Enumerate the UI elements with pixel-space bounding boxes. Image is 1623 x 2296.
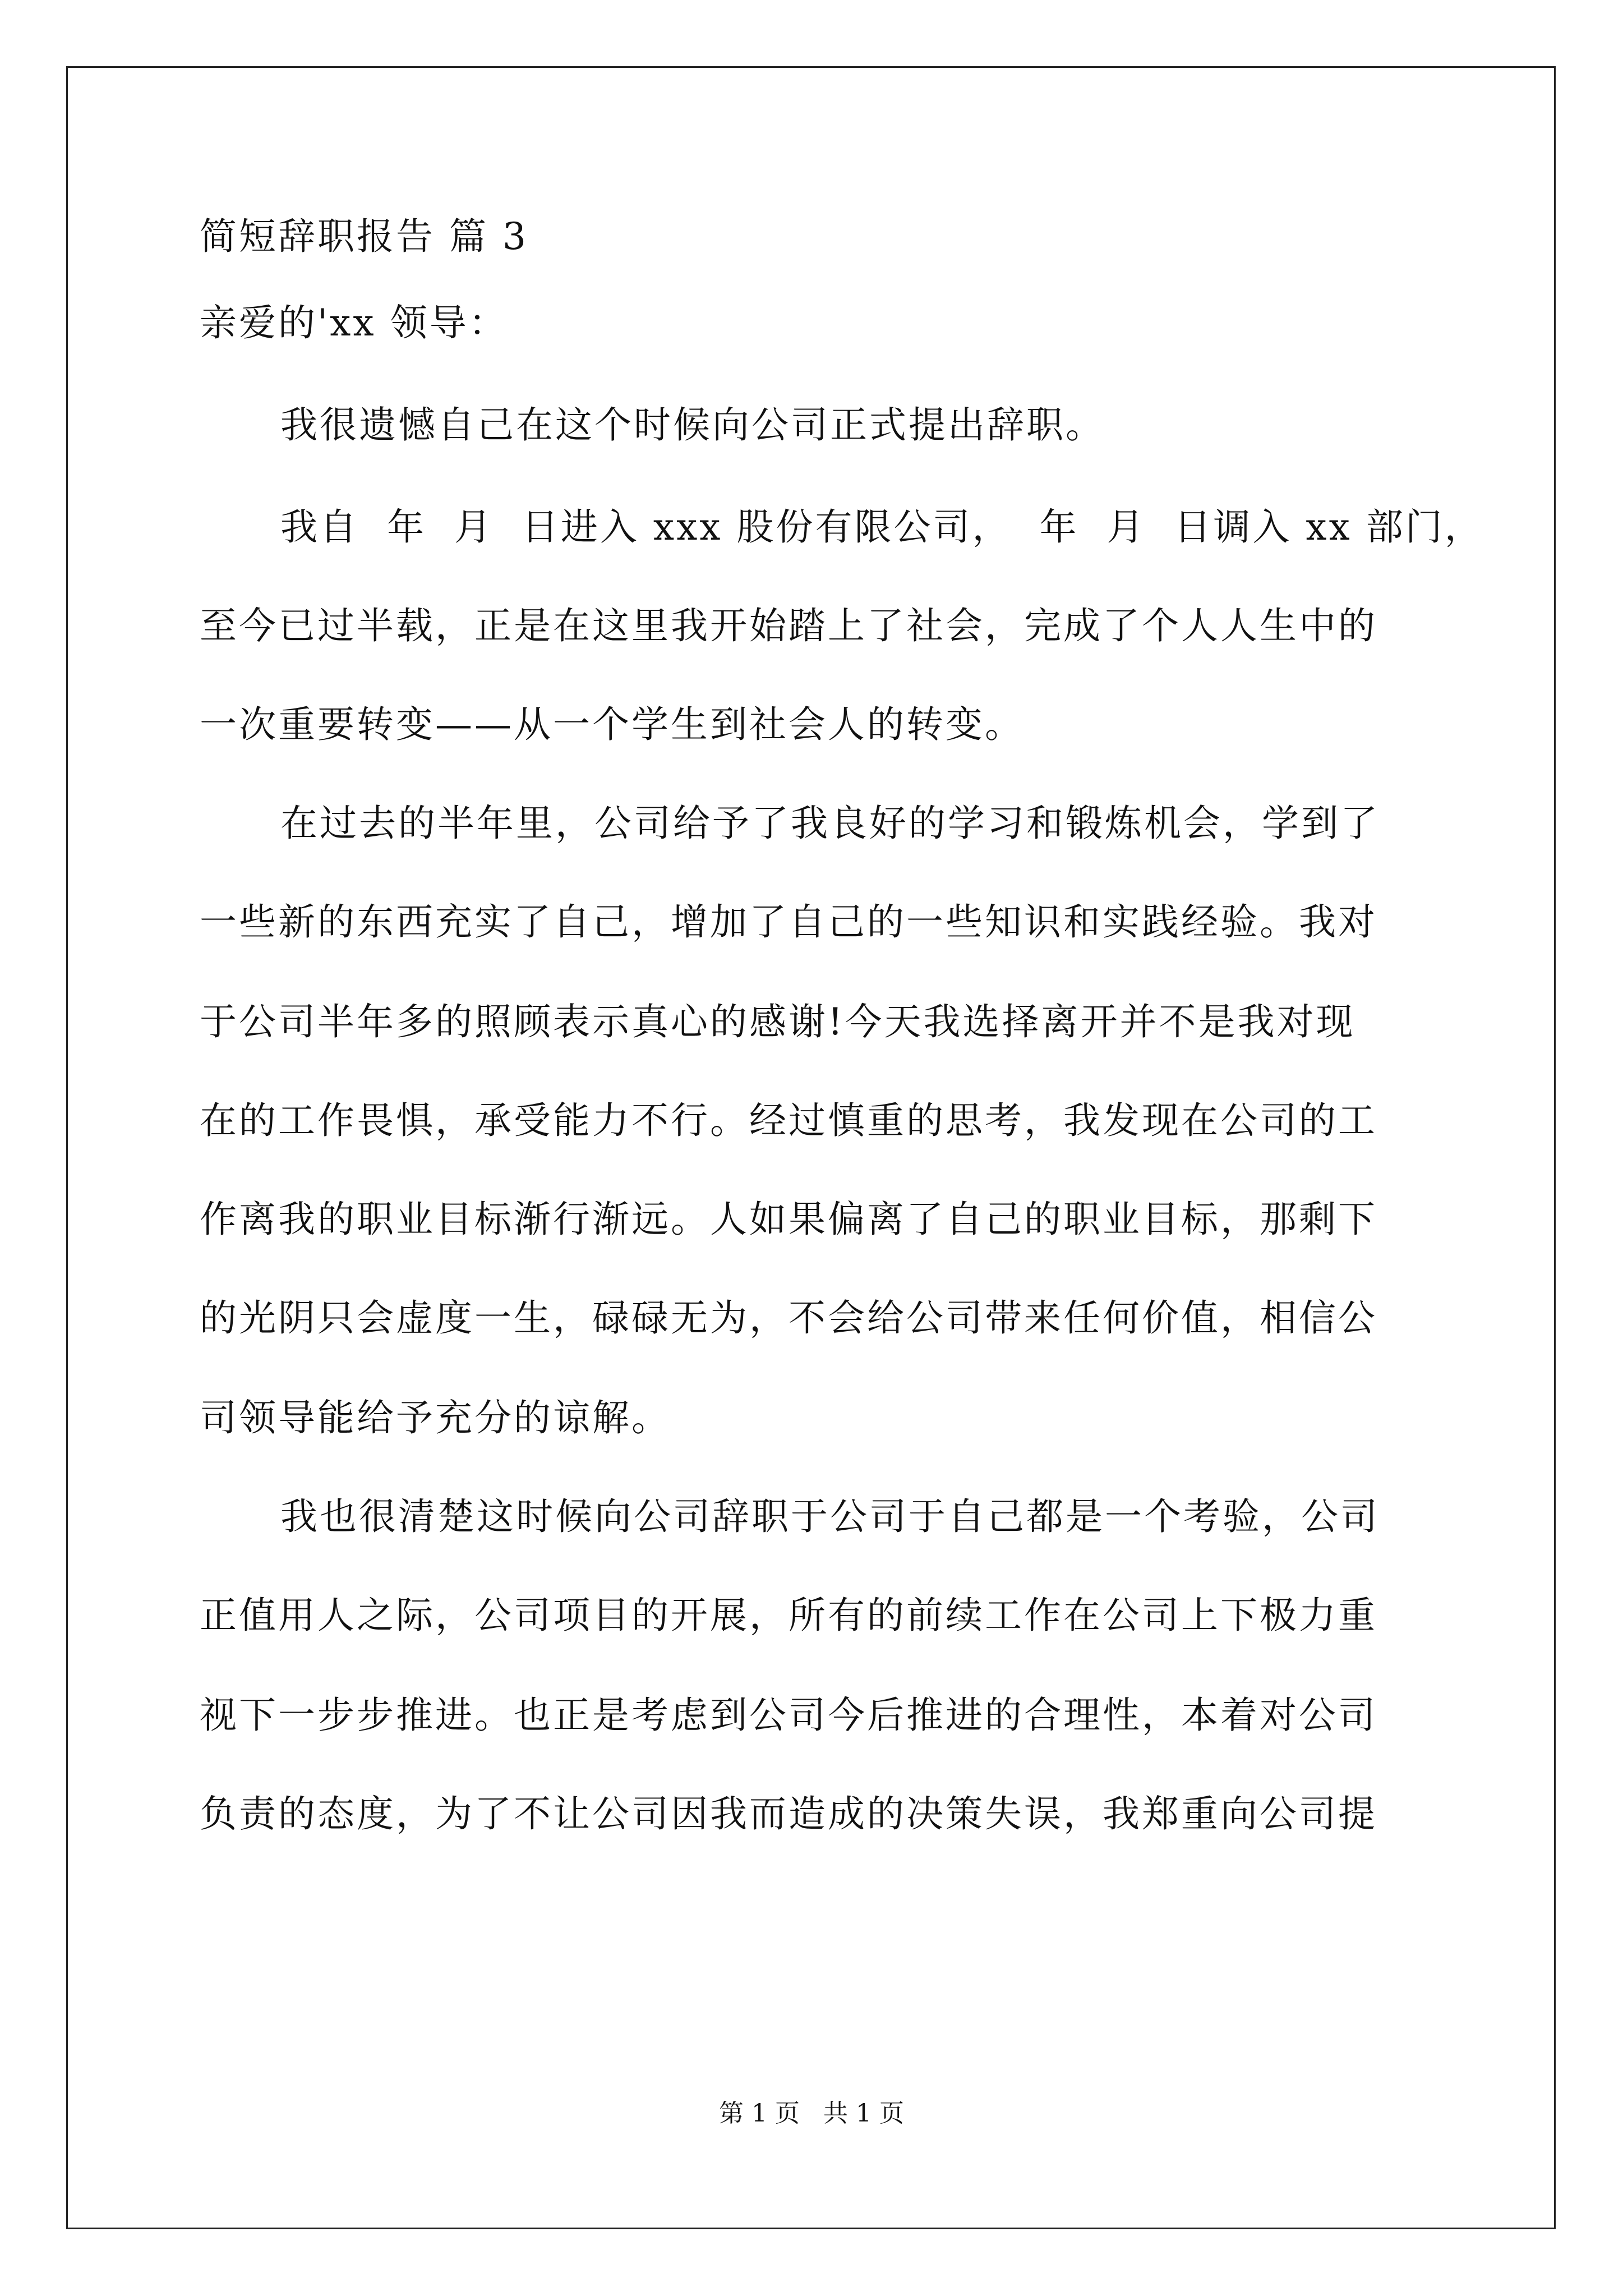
page-footer: 第 1 页 共 1 页	[719, 2099, 904, 2128]
paragraph-line: 在过去的半年里，公司给予了我良好的学习和锻炼机会，学到了	[280, 802, 1380, 845]
paragraph-line: 我很遗憾自己在这个时候向公司正式提出辞职。	[280, 403, 1105, 447]
paragraph-line: 的光阴只会虚度一生，碌碌无为，不会给公司带来任何价值，相信公	[200, 1296, 1377, 1340]
salutation: 亲爱的'xx 领导：	[200, 301, 508, 344]
paragraph-line: 负责的态度，为了不让公司因我而造成的决策失误，我郑重向公司提	[200, 1792, 1377, 1835]
page-border	[66, 66, 1556, 2229]
paragraph-line: 我自 年 月 日进入 xxx 股份有限公司， 年 月 日调入 xx 部门，	[280, 505, 1484, 549]
paragraph-line: 视下一步步推进。也正是考虑到公司今后推进的合理性，本着对公司	[200, 1694, 1377, 1737]
paragraph-line: 一些新的东西充实了自己，增加了自己的一些知识和实践经验。我对	[200, 900, 1377, 944]
paragraph-line: 司领导能给予充分的谅解。	[200, 1396, 671, 1439]
paragraph-line: 我也很清楚这时候向公司辞职于公司于自己都是一个考验，公司	[280, 1495, 1380, 1538]
paragraph-line: 至今已过半载，正是在这里我开始踏上了社会，完成了个人人生中的	[200, 604, 1377, 647]
paragraph-line: 作离我的职业目标渐行渐远。人如果偏离了自己的职业目标，那剩下	[200, 1198, 1377, 1241]
paragraph-line: 于公司半年多的照顾表示真心的感谢!今天我选择离开并不是我对现	[200, 1000, 1355, 1043]
paragraph-line: 一次重要转变——从一个学生到社会人的转变。	[200, 703, 1024, 746]
paragraph-line: 在的工作畏惧，承受能力不行。经过慎重的思考，我发现在公司的工	[200, 1099, 1377, 1142]
document-title: 简短辞职报告 篇 3	[200, 215, 528, 258]
paragraph-line: 正值用人之际，公司项目的开展，所有的前续工作在公司上下极力重	[200, 1594, 1377, 1637]
